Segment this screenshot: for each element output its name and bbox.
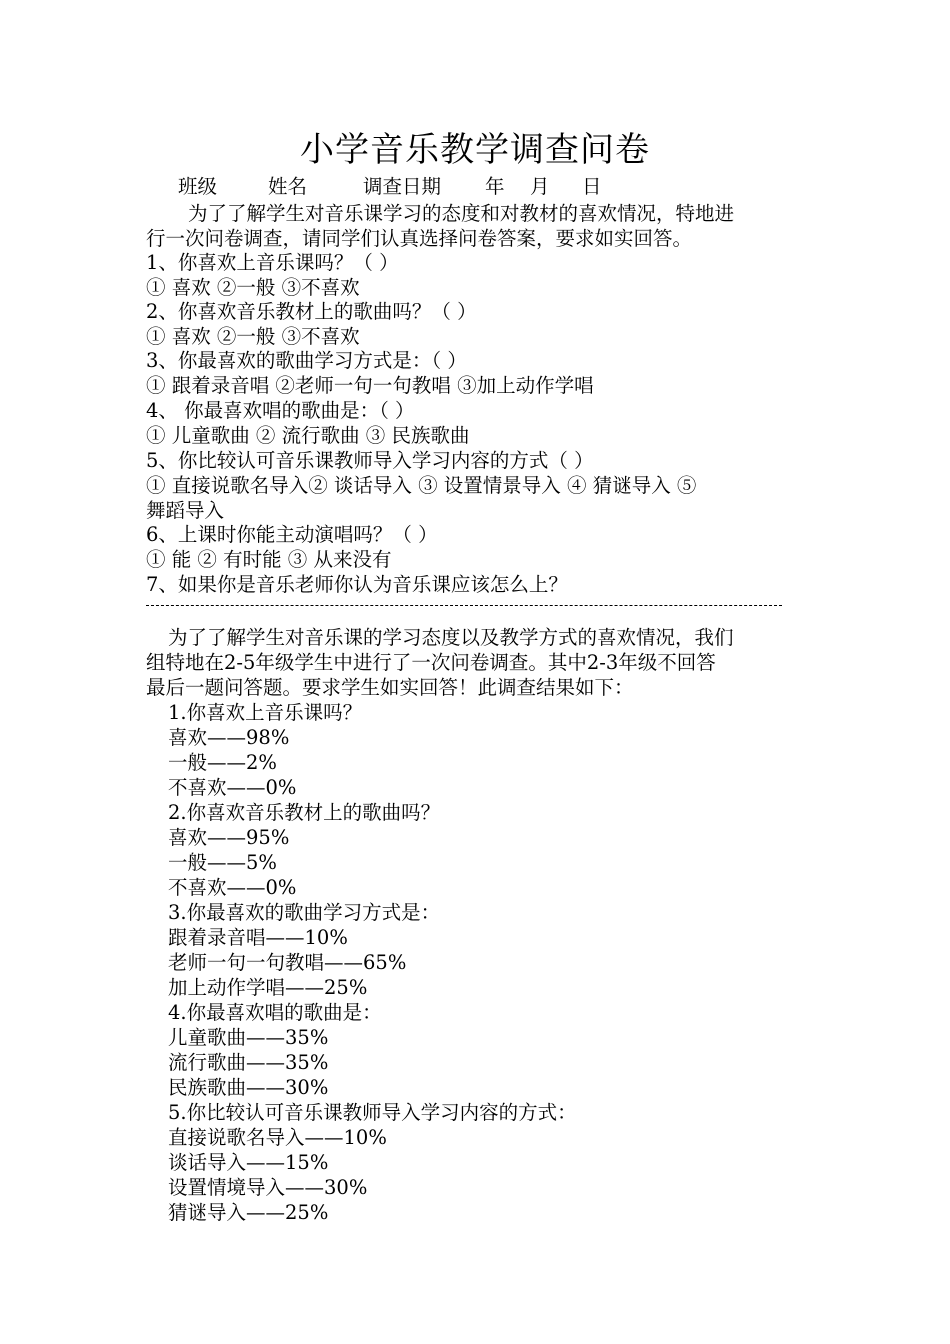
result-item: 喜欢——98% [168,726,290,749]
month-label: 月 [530,175,550,198]
question-item: 7、如果你是音乐老师你认为音乐课应该怎么上？ [146,573,568,596]
dashed-divider [146,605,782,606]
answer-options: ① 能 ② 有时能 ③ 从来没有 [146,548,392,571]
result-item: 一般——2% [168,751,277,774]
result-item: 谈话导入——15% [168,1151,329,1174]
answer-options: ① 喜欢 ②一般 ③不喜欢 [146,325,360,348]
result-item: 儿童歌曲——35% [168,1026,329,1049]
year-label: 年 [485,175,505,198]
result-item: 流行歌曲——35% [168,1051,329,1074]
result-item: 猜谜导入——25% [168,1201,329,1224]
summary-line: 为了了解学生对音乐课的学习态度以及教学方式的喜欢情况，我们 [168,626,734,649]
answer-options: ① 直接说歌名导入② 谈话导入 ③ 设置情景导入 ④ 猜谜导入 ⑤ [146,474,697,497]
result-item: 喜欢——95% [168,826,290,849]
question-item: 1、你喜欢上音乐课吗？（ ） [146,251,399,274]
result-item: 不喜欢——0% [168,776,297,799]
summary-line: 最后一题问答题。要求学生如实回答！此调查结果如下： [146,676,634,699]
answer-options: ① 跟着录音唱 ②老师一句一句教唱 ③加上动作学唱 [146,374,594,397]
result-item: 设置情境导入——30% [168,1176,368,1199]
class-label: 班级 [178,175,218,198]
answer-options: 舞蹈导入 [146,499,225,522]
question-item: 2、你喜欢音乐教材上的歌曲吗？（ ） [146,300,477,323]
page-title: 小学音乐教学调查问卷 [300,130,650,170]
intro-line: 行一次问卷调查，请同学们认真选择问卷答案，要求如实回答。 [146,227,693,250]
date-label: 调查日期 [363,175,442,198]
result-question: 4.你最喜欢唱的歌曲是： [168,1001,382,1024]
summary-line: 组特地在2-5年级学生中进行了一次问卷调查。其中2-3年级不回答 [146,651,716,674]
result-item: 民族歌曲——30% [168,1076,329,1099]
result-item: 跟着录音唱——10% [168,926,348,949]
intro-line: 为了了解学生对音乐课学习的态度和对教材的喜欢情况，特地进 [188,202,735,225]
question-item: 5、你比较认可音乐课教师导入学习内容的方式（ ） [146,449,594,472]
question-item: 4、 你最喜欢唱的歌曲是：（ ） [146,399,415,422]
result-item: 直接说歌名导入——10% [168,1126,387,1149]
result-item: 老师一句一句教唱——65% [168,951,407,974]
result-question: 3.你最喜欢的歌曲学习方式是： [168,901,441,924]
result-question: 5.你比较认可音乐课教师导入学习内容的方式： [168,1101,577,1124]
result-item: 一般——5% [168,851,277,874]
name-label: 姓名 [268,175,308,198]
answer-options: ① 喜欢 ②一般 ③不喜欢 [146,276,360,299]
result-question: 1.你喜欢上音乐课吗？ [168,701,363,724]
question-item: 3、你最喜欢的歌曲学习方式是：（ ） [146,349,467,372]
answer-options: ① 儿童歌曲 ② 流行歌曲 ③ 民族歌曲 [146,424,470,447]
question-item: 6、上课时你能主动演唱吗？（ ） [146,523,438,546]
day-label: 日 [582,175,602,198]
header-fields [178,174,602,199]
result-item: 加上动作学唱——25% [168,976,368,999]
result-item: 不喜欢——0% [168,876,297,899]
result-question: 2.你喜欢音乐教材上的歌曲吗？ [168,801,441,824]
